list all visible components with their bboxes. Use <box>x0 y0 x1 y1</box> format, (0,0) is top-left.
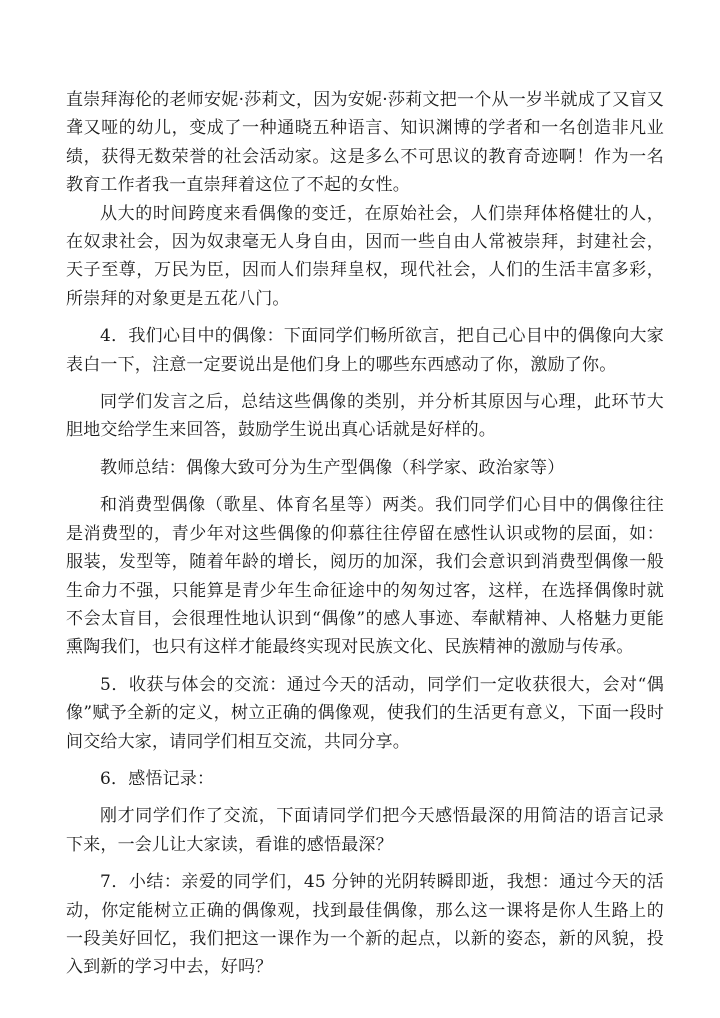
document-body <box>66 86 664 982</box>
paragraph-idol-history: 从大的时间跨度来看偶像的变迁，在原始社会，人们崇拜体格健壮的人，在奴隶社会，因为奴隶毫无人身自由，因而一些自由人常被崇拜，封建社会，天子至尊，万民为臣，因而人们崇拜皇权，现代社会，人们的生活丰富多彩，所崇拜的对象更是五花八门。 <box>66 203 664 309</box>
paragraph-step-4: 4．我们心目中的偶像：下面同学们畅所欲言，把自己心目中的偶像向大家表白一下，注意一定要说出是他们身上的哪些东西感动了你，激励了你。 <box>66 326 664 375</box>
paragraph-step-7: 7．小结：亲爱的同学们，45 分钟的光阴转瞬即逝，我想：通过今天的活动，你定能树立正确的偶像观，找到最佳偶像，那么这一课将是你人生路上的一段美好回忆，我们把这一课作为一个新的起点，以新的姿态，新的风貌，投入到新的学习中去，好吗？ <box>66 872 664 978</box>
paragraph-step-5: 5．收获与体会的交流：通过今天的活动，同学们一定收获很大，会对“偶像”赋予全新的定义，树立正确的偶像观，使我们的生活更有意义，下面一段时间交给大家，请同学们相互交流，共同分享。 <box>66 674 664 752</box>
paragraph-step-6: 6．感悟记录： <box>100 768 215 789</box>
paragraph-teacher-summary: 教师总结：偶像大致可分为生产型偶像（科学家、政治家等） <box>100 457 565 478</box>
paragraph-sullivan: 直崇拜海伦的老师安妮·莎莉文，因为安妮·莎莉文把一个从一岁半就成了又盲又聋又哑的幼儿，变成了一种通晓五种语言、知识渊博的学者和一名创造非凡业绩，获得无数荣誉的社会活动家。这是多么不可思议的教育奇迹啊！作为一名教育工作者我一直崇拜着这位了不起的女性。 <box>66 90 664 196</box>
paragraph-reflection-record: 刚才同学们作了交流，下面请同学们把今天感悟最深的用简洁的语言记录下来，一会儿让大家读，看谁的感悟最深？ <box>66 806 664 855</box>
paragraph-consumer-idols: 和消费型偶像（歌星、体育名星等）两类。我们同学们心目中的偶像往往是消费型的，青少年对这些偶像的仰慕往往停留在感性认识或物的层面，如：服装，发型等，随着年龄的增长，阅历的加深，我们会意识到消费型偶像一般生命力不强，只能算是青少年生命征途中的匆匆过客，这样，在选择偶像时就不会太盲目，会很理性地认识到“偶像”的感人事迹、奉献精神、人格魅力更能熏陶我们，也只有这样才能最终实现对民族文化、民族精神的激励与传承。 <box>66 495 664 658</box>
paragraph-student-summary: 同学们发言之后，总结这些偶像的类别，并分析其原因与心理，此环节大胆地交给学生来回答，鼓励学生说出真心话就是好样的。 <box>66 392 664 441</box>
